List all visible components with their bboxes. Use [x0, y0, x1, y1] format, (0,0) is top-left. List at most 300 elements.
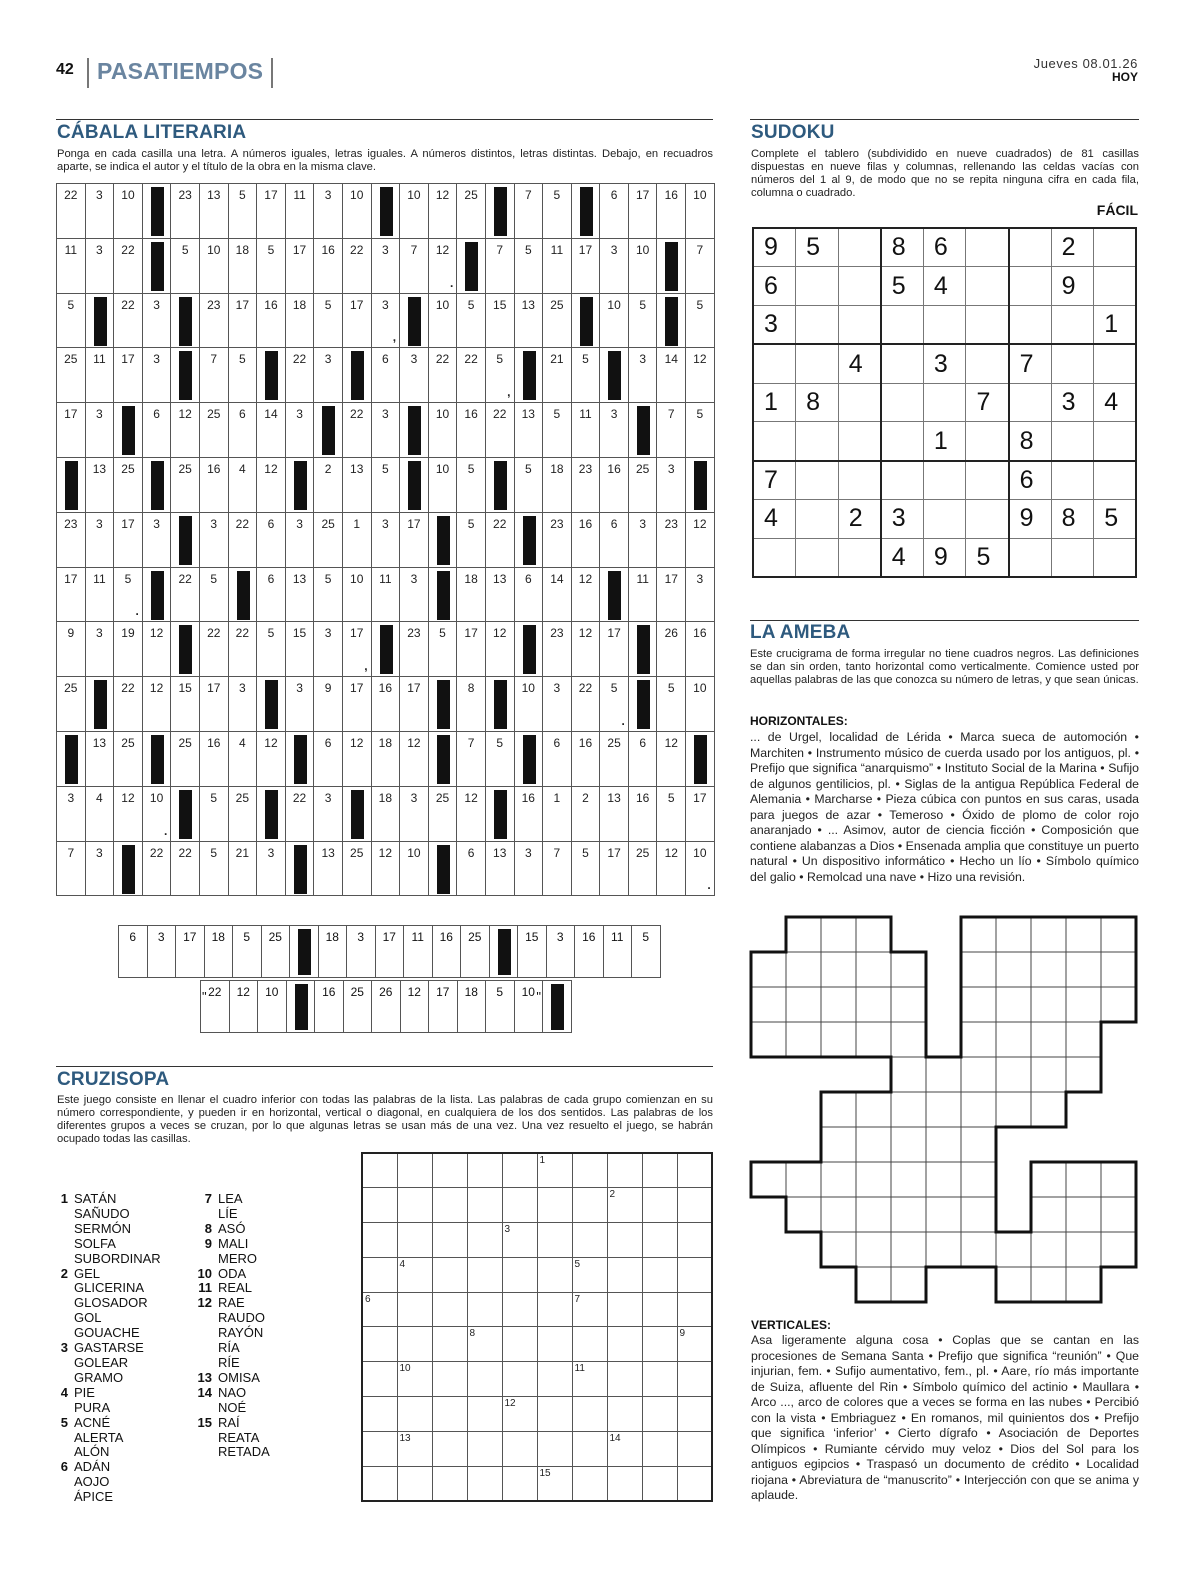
- cipher-cell[interactable]: [285, 403, 314, 458]
- cipher-cell[interactable]: [342, 293, 371, 348]
- cipher-cell[interactable]: [575, 926, 604, 978]
- cipher-cell[interactable]: [628, 348, 657, 403]
- cipher-cell[interactable]: [85, 512, 114, 567]
- cipher-cell[interactable]: [114, 348, 143, 403]
- sudoku-given-cell[interactable]: 3: [1051, 383, 1094, 422]
- cipher-cell[interactable]: [314, 567, 343, 622]
- cipher-cell[interactable]: [400, 512, 429, 567]
- soup-cell[interactable]: [467, 1431, 502, 1466]
- soup-cell[interactable]: [362, 1188, 397, 1223]
- cipher-cell[interactable]: [314, 841, 343, 896]
- cipher-cell[interactable]: [142, 841, 171, 896]
- cipher-cell[interactable]: [371, 512, 400, 567]
- cipher-cell[interactable]: [571, 457, 600, 512]
- cipher-cell[interactable]: [485, 841, 514, 896]
- cipher-cell[interactable]: [85, 622, 114, 677]
- soup-cell[interactable]: [537, 1431, 572, 1466]
- sudoku-empty-cell[interactable]: [1009, 306, 1052, 345]
- black-square[interactable]: [286, 981, 315, 1033]
- cipher-cell[interactable]: [485, 293, 514, 348]
- cipher-cell[interactable]: [686, 567, 715, 622]
- sudoku-given-cell[interactable]: 7: [1009, 344, 1052, 383]
- sudoku-given-cell[interactable]: 6: [753, 267, 796, 306]
- black-square[interactable]: [114, 841, 143, 896]
- black-square[interactable]: [657, 293, 686, 348]
- sudoku-empty-cell[interactable]: [1051, 422, 1094, 461]
- cipher-cell[interactable]: [428, 293, 457, 348]
- cipher-cell[interactable]: [257, 567, 286, 622]
- sudoku-given-cell[interactable]: 7: [753, 461, 796, 500]
- cipher-cell[interactable]: [371, 293, 400, 348]
- black-square[interactable]: [142, 184, 171, 239]
- black-square[interactable]: [257, 677, 286, 732]
- cipher-cell[interactable]: [432, 926, 461, 978]
- numbered-start-cell[interactable]: 1: [537, 1153, 572, 1188]
- soup-cell[interactable]: [642, 1362, 677, 1397]
- cipher-cell[interactable]: [543, 238, 572, 293]
- cipher-cell[interactable]: [686, 348, 715, 403]
- sudoku-empty-cell[interactable]: [1094, 422, 1137, 461]
- cipher-cell[interactable]: [285, 348, 314, 403]
- cipher-cell[interactable]: [85, 457, 114, 512]
- cipher-cell[interactable]: [285, 786, 314, 841]
- sudoku-given-cell[interactable]: 5: [966, 538, 1009, 577]
- cipher-cell[interactable]: [400, 567, 429, 622]
- cipher-cell[interactable]: [171, 677, 200, 732]
- cipher-cell[interactable]: [199, 457, 228, 512]
- cipher-cell[interactable]: [257, 622, 286, 677]
- cipher-cell[interactable]: [199, 403, 228, 458]
- cipher-cell[interactable]: [543, 677, 572, 732]
- soup-cell[interactable]: [607, 1362, 642, 1397]
- cipher-cell[interactable]: [371, 348, 400, 403]
- cipher-cell[interactable]: [428, 184, 457, 239]
- black-square[interactable]: [228, 567, 257, 622]
- black-square[interactable]: [314, 403, 343, 458]
- sudoku-empty-cell[interactable]: [1009, 538, 1052, 577]
- cipher-cell[interactable]: [229, 981, 258, 1033]
- sudoku-empty-cell[interactable]: [1094, 267, 1137, 306]
- cipher-cell[interactable]: [228, 184, 257, 239]
- sudoku-given-cell[interactable]: 6: [1009, 461, 1052, 500]
- cipher-cell[interactable]: [342, 238, 371, 293]
- cipher-cell[interactable]: [457, 457, 486, 512]
- cipher-cell[interactable]: [342, 731, 371, 786]
- cipher-cell[interactable]: [57, 567, 86, 622]
- black-square[interactable]: [600, 567, 629, 622]
- cipher-cell[interactable]: [371, 567, 400, 622]
- cipher-cell[interactable]: [686, 238, 715, 293]
- black-square[interactable]: [371, 622, 400, 677]
- cipher-cell[interactable]: [171, 841, 200, 896]
- cipher-cell[interactable]: [657, 567, 686, 622]
- soup-cell[interactable]: [432, 1153, 467, 1188]
- cipher-cell[interactable]: [600, 184, 629, 239]
- cipher-cell[interactable]: [457, 403, 486, 458]
- cipher-cell[interactable]: [457, 981, 486, 1033]
- numbered-start-cell[interactable]: 11: [572, 1362, 607, 1397]
- cipher-cell[interactable]: [199, 348, 228, 403]
- cipher-cell[interactable]: [571, 512, 600, 567]
- cipher-cell[interactable]: [342, 403, 371, 458]
- soup-cell[interactable]: [677, 1292, 712, 1327]
- cipher-cell[interactable]: [85, 786, 114, 841]
- sudoku-given-cell[interactable]: 8: [881, 228, 924, 267]
- cipher-cell[interactable]: [371, 403, 400, 458]
- soup-cell[interactable]: [502, 1153, 537, 1188]
- sudoku-empty-cell[interactable]: [753, 538, 796, 577]
- sudoku-empty-cell[interactable]: [923, 306, 966, 345]
- cipher-cell[interactable]: [628, 512, 657, 567]
- sudoku-empty-cell[interactable]: [796, 500, 839, 539]
- soup-cell[interactable]: [432, 1188, 467, 1223]
- cipher-cell[interactable]: [171, 457, 200, 512]
- cipher-cell[interactable]: [57, 841, 86, 896]
- soup-cell[interactable]: [502, 1188, 537, 1223]
- black-square[interactable]: [485, 457, 514, 512]
- cipher-cell[interactable]: [428, 786, 457, 841]
- cipher-cell[interactable]: [514, 457, 543, 512]
- cipher-cell[interactable]: [428, 622, 457, 677]
- cipher-cell[interactable]: [457, 841, 486, 896]
- sudoku-given-cell[interactable]: 3: [753, 306, 796, 345]
- cipher-cell[interactable]: [400, 184, 429, 239]
- black-square[interactable]: [485, 677, 514, 732]
- soup-cell[interactable]: [677, 1188, 712, 1223]
- cipher-cell[interactable]: [285, 512, 314, 567]
- cipher-cell[interactable]: [57, 403, 86, 458]
- cipher-cell[interactable]: [314, 293, 343, 348]
- sudoku-empty-cell[interactable]: [838, 538, 881, 577]
- sudoku-given-cell[interactable]: 9: [1009, 500, 1052, 539]
- cipher-cell[interactable]: [199, 622, 228, 677]
- soup-cell[interactable]: [432, 1397, 467, 1432]
- cipher-cell[interactable]: [514, 293, 543, 348]
- cipher-cell[interactable]: [201, 981, 230, 1033]
- cipher-cell[interactable]: [257, 457, 286, 512]
- cipher-cell[interactable]: [657, 786, 686, 841]
- soup-cell[interactable]: [677, 1431, 712, 1466]
- sudoku-empty-cell[interactable]: [1051, 344, 1094, 383]
- cipher-cell[interactable]: [543, 184, 572, 239]
- cipher-cell[interactable]: [400, 841, 429, 896]
- sudoku-empty-cell[interactable]: [753, 344, 796, 383]
- soup-cell[interactable]: [362, 1466, 397, 1501]
- soup-cell[interactable]: [467, 1153, 502, 1188]
- sudoku-given-cell[interactable]: 3: [923, 344, 966, 383]
- cipher-cell[interactable]: [228, 457, 257, 512]
- soup-cell[interactable]: [467, 1223, 502, 1258]
- soup-cell[interactable]: [362, 1397, 397, 1432]
- cipher-cell[interactable]: [400, 731, 429, 786]
- soup-cell[interactable]: [537, 1327, 572, 1362]
- black-square[interactable]: [428, 731, 457, 786]
- cipher-cell[interactable]: [171, 567, 200, 622]
- soup-cell[interactable]: [607, 1223, 642, 1258]
- sudoku-given-cell[interactable]: 6: [923, 228, 966, 267]
- black-square[interactable]: [171, 622, 200, 677]
- cipher-cell[interactable]: [571, 786, 600, 841]
- cipher-cell[interactable]: [261, 926, 290, 978]
- cipher-cell[interactable]: [85, 841, 114, 896]
- cipher-cell[interactable]: [285, 622, 314, 677]
- cipher-cell[interactable]: [457, 184, 486, 239]
- sudoku-given-cell[interactable]: 4: [1094, 383, 1137, 422]
- cipher-cell[interactable]: [686, 512, 715, 567]
- black-square[interactable]: [171, 348, 200, 403]
- soup-cell[interactable]: [502, 1292, 537, 1327]
- cipher-cell[interactable]: [514, 238, 543, 293]
- soup-cell[interactable]: [572, 1431, 607, 1466]
- cipher-cell[interactable]: [400, 238, 429, 293]
- sudoku-given-cell[interactable]: 8: [1051, 500, 1094, 539]
- numbered-start-cell[interactable]: 3: [502, 1223, 537, 1258]
- soup-cell[interactable]: [677, 1397, 712, 1432]
- cipher-cell[interactable]: [57, 348, 86, 403]
- soup-cell[interactable]: [537, 1292, 572, 1327]
- numbered-start-cell[interactable]: 8: [467, 1327, 502, 1362]
- cipher-cell[interactable]: [657, 403, 686, 458]
- cipher-cell[interactable]: [142, 512, 171, 567]
- black-square[interactable]: [485, 786, 514, 841]
- cipher-cell[interactable]: [347, 926, 376, 978]
- sudoku-empty-cell[interactable]: [838, 383, 881, 422]
- soup-cell[interactable]: [572, 1397, 607, 1432]
- cipher-cell[interactable]: [285, 184, 314, 239]
- black-square[interactable]: [543, 981, 572, 1033]
- sudoku-empty-cell[interactable]: [881, 383, 924, 422]
- cipher-cell[interactable]: [199, 677, 228, 732]
- cipher-cell[interactable]: [314, 677, 343, 732]
- cipher-cell[interactable]: [485, 567, 514, 622]
- cipher-cell[interactable]: [628, 841, 657, 896]
- sudoku-empty-cell[interactable]: [966, 461, 1009, 500]
- cipher-cell[interactable]: [114, 731, 143, 786]
- cipher-cell[interactable]: [514, 786, 543, 841]
- sudoku-empty-cell[interactable]: [966, 500, 1009, 539]
- soup-cell[interactable]: [537, 1397, 572, 1432]
- cipher-cell[interactable]: [228, 622, 257, 677]
- cipher-cell[interactable]: [457, 348, 486, 403]
- soup-cell[interactable]: [432, 1223, 467, 1258]
- sudoku-given-cell[interactable]: 9: [753, 228, 796, 267]
- cipher-cell[interactable]: [686, 184, 715, 239]
- cipher-cell[interactable]: [543, 786, 572, 841]
- cipher-cell[interactable]: [342, 184, 371, 239]
- cipher-cell[interactable]: [657, 184, 686, 239]
- cipher-cell[interactable]: [603, 926, 632, 978]
- cipher-cell[interactable]: [428, 348, 457, 403]
- cipher-cell[interactable]: [285, 567, 314, 622]
- cipher-cell[interactable]: [342, 457, 371, 512]
- cipher-cell[interactable]: [657, 731, 686, 786]
- soup-cell[interactable]: [572, 1466, 607, 1501]
- cipher-cell[interactable]: [199, 184, 228, 239]
- cipher-cell[interactable]: [147, 926, 176, 978]
- sudoku-empty-cell[interactable]: [838, 228, 881, 267]
- cipher-cell[interactable]: [600, 677, 629, 732]
- cipher-cell[interactable]: [257, 841, 286, 896]
- soup-cell[interactable]: [467, 1188, 502, 1223]
- sudoku-empty-cell[interactable]: [881, 422, 924, 461]
- cipher-cell[interactable]: [57, 184, 86, 239]
- cipher-cell[interactable]: [514, 567, 543, 622]
- soup-cell[interactable]: [677, 1362, 712, 1397]
- soup-cell[interactable]: [502, 1257, 537, 1292]
- cipher-cell[interactable]: [400, 677, 429, 732]
- sudoku-given-cell[interactable]: 1: [923, 422, 966, 461]
- black-square[interactable]: [285, 731, 314, 786]
- cipher-cell[interactable]: [429, 981, 458, 1033]
- soup-cell[interactable]: [432, 1431, 467, 1466]
- cipher-cell[interactable]: [228, 786, 257, 841]
- cipher-cell[interactable]: [485, 403, 514, 458]
- cipher-cell[interactable]: [342, 567, 371, 622]
- cipher-cell[interactable]: [657, 457, 686, 512]
- cipher-cell[interactable]: [318, 926, 347, 978]
- soup-cell[interactable]: [607, 1257, 642, 1292]
- cipher-cell[interactable]: [314, 622, 343, 677]
- cipher-cell[interactable]: [142, 677, 171, 732]
- cipher-cell[interactable]: [342, 841, 371, 896]
- numbered-start-cell[interactable]: 5: [572, 1257, 607, 1292]
- cipher-cell[interactable]: [199, 238, 228, 293]
- numbered-start-cell[interactable]: 2: [607, 1188, 642, 1223]
- black-square[interactable]: [628, 622, 657, 677]
- cipher-cell[interactable]: [199, 786, 228, 841]
- cipher-cell[interactable]: [114, 677, 143, 732]
- cipher-cell[interactable]: [686, 786, 715, 841]
- sudoku-empty-cell[interactable]: [923, 383, 966, 422]
- cipher-cell[interactable]: [314, 348, 343, 403]
- soup-cell[interactable]: [677, 1153, 712, 1188]
- cipher-cell[interactable]: [628, 786, 657, 841]
- cipher-cell[interactable]: [85, 731, 114, 786]
- sudoku-empty-cell[interactable]: [1094, 344, 1137, 383]
- black-square[interactable]: [628, 403, 657, 458]
- cipher-cell[interactable]: [600, 622, 629, 677]
- soup-cell[interactable]: [642, 1223, 677, 1258]
- sudoku-empty-cell[interactable]: [796, 344, 839, 383]
- black-square[interactable]: [85, 677, 114, 732]
- soup-cell[interactable]: [642, 1188, 677, 1223]
- cipher-cell[interactable]: [657, 348, 686, 403]
- cipher-cell[interactable]: [204, 926, 233, 978]
- soup-cell[interactable]: [642, 1327, 677, 1362]
- cipher-cell[interactable]: [171, 184, 200, 239]
- numbered-start-cell[interactable]: 6: [362, 1292, 397, 1327]
- cipher-cell[interactable]: [686, 622, 715, 677]
- cipher-cell[interactable]: [632, 926, 661, 978]
- black-square[interactable]: [142, 457, 171, 512]
- cipher-cell[interactable]: [114, 293, 143, 348]
- soup-cell[interactable]: [642, 1397, 677, 1432]
- soup-cell[interactable]: [432, 1292, 467, 1327]
- cipher-cell[interactable]: [657, 841, 686, 896]
- cipher-cell[interactable]: [199, 841, 228, 896]
- cipher-cell[interactable]: [57, 293, 86, 348]
- sudoku-empty-cell[interactable]: [966, 422, 1009, 461]
- cipher-cell[interactable]: [176, 926, 205, 978]
- cipher-cell[interactable]: [657, 512, 686, 567]
- black-square[interactable]: [342, 348, 371, 403]
- sudoku-given-cell[interactable]: 4: [923, 267, 966, 306]
- cipher-cell[interactable]: [571, 731, 600, 786]
- soup-cell[interactable]: [362, 1153, 397, 1188]
- cipher-cell[interactable]: [315, 981, 344, 1033]
- soup-cell[interactable]: [677, 1223, 712, 1258]
- sudoku-empty-cell[interactable]: [966, 267, 1009, 306]
- black-square[interactable]: [371, 184, 400, 239]
- cipher-cell[interactable]: [57, 677, 86, 732]
- cipher-cell[interactable]: [485, 622, 514, 677]
- soup-cell[interactable]: [432, 1466, 467, 1501]
- sudoku-empty-cell[interactable]: [838, 267, 881, 306]
- cipher-cell[interactable]: [514, 403, 543, 458]
- cipher-cell[interactable]: [657, 622, 686, 677]
- cipher-cell[interactable]: [85, 567, 114, 622]
- soup-cell[interactable]: [642, 1153, 677, 1188]
- soup-cell[interactable]: [397, 1188, 432, 1223]
- black-square[interactable]: [400, 403, 429, 458]
- cipher-cell[interactable]: [628, 293, 657, 348]
- cipher-cell[interactable]: [543, 731, 572, 786]
- cipher-cell[interactable]: [171, 731, 200, 786]
- black-square[interactable]: [485, 184, 514, 239]
- cipher-cell[interactable]: [343, 981, 372, 1033]
- soup-cell[interactable]: [502, 1431, 537, 1466]
- numbered-start-cell[interactable]: 12: [502, 1397, 537, 1432]
- black-square[interactable]: [428, 512, 457, 567]
- cipher-cell[interactable]: [285, 293, 314, 348]
- cipher-cell[interactable]: [400, 786, 429, 841]
- cipher-cell[interactable]: [199, 731, 228, 786]
- cipher-cell[interactable]: [199, 512, 228, 567]
- cipher-cell[interactable]: [199, 567, 228, 622]
- sudoku-empty-cell[interactable]: [838, 306, 881, 345]
- cipher-cell[interactable]: [457, 786, 486, 841]
- sudoku-given-cell[interactable]: 4: [753, 500, 796, 539]
- black-square[interactable]: [514, 622, 543, 677]
- cipher-cell[interactable]: [686, 403, 715, 458]
- cipher-cell[interactable]: [342, 677, 371, 732]
- cipher-cell[interactable]: [457, 622, 486, 677]
- sudoku-empty-cell[interactable]: [796, 267, 839, 306]
- cipher-cell[interactable]: [228, 841, 257, 896]
- black-square[interactable]: [290, 926, 319, 978]
- cipher-cell[interactable]: [375, 926, 404, 978]
- cipher-cell[interactable]: [457, 731, 486, 786]
- soup-cell[interactable]: [467, 1362, 502, 1397]
- sudoku-empty-cell[interactable]: [923, 500, 966, 539]
- soup-cell[interactable]: [607, 1466, 642, 1501]
- cipher-cell[interactable]: [114, 238, 143, 293]
- cipher-cell[interactable]: [85, 403, 114, 458]
- soup-cell[interactable]: [432, 1327, 467, 1362]
- cipher-cell[interactable]: [57, 512, 86, 567]
- sudoku-given-cell[interactable]: 1: [753, 383, 796, 422]
- cipher-cell[interactable]: [628, 238, 657, 293]
- cipher-cell[interactable]: [485, 731, 514, 786]
- black-square[interactable]: [571, 184, 600, 239]
- cipher-cell[interactable]: [142, 622, 171, 677]
- sudoku-empty-cell[interactable]: [1009, 383, 1052, 422]
- black-square[interactable]: [514, 731, 543, 786]
- cipher-cell[interactable]: [543, 622, 572, 677]
- soup-cell[interactable]: [397, 1466, 432, 1501]
- cipher-cell[interactable]: [257, 238, 286, 293]
- soup-cell[interactable]: [362, 1257, 397, 1292]
